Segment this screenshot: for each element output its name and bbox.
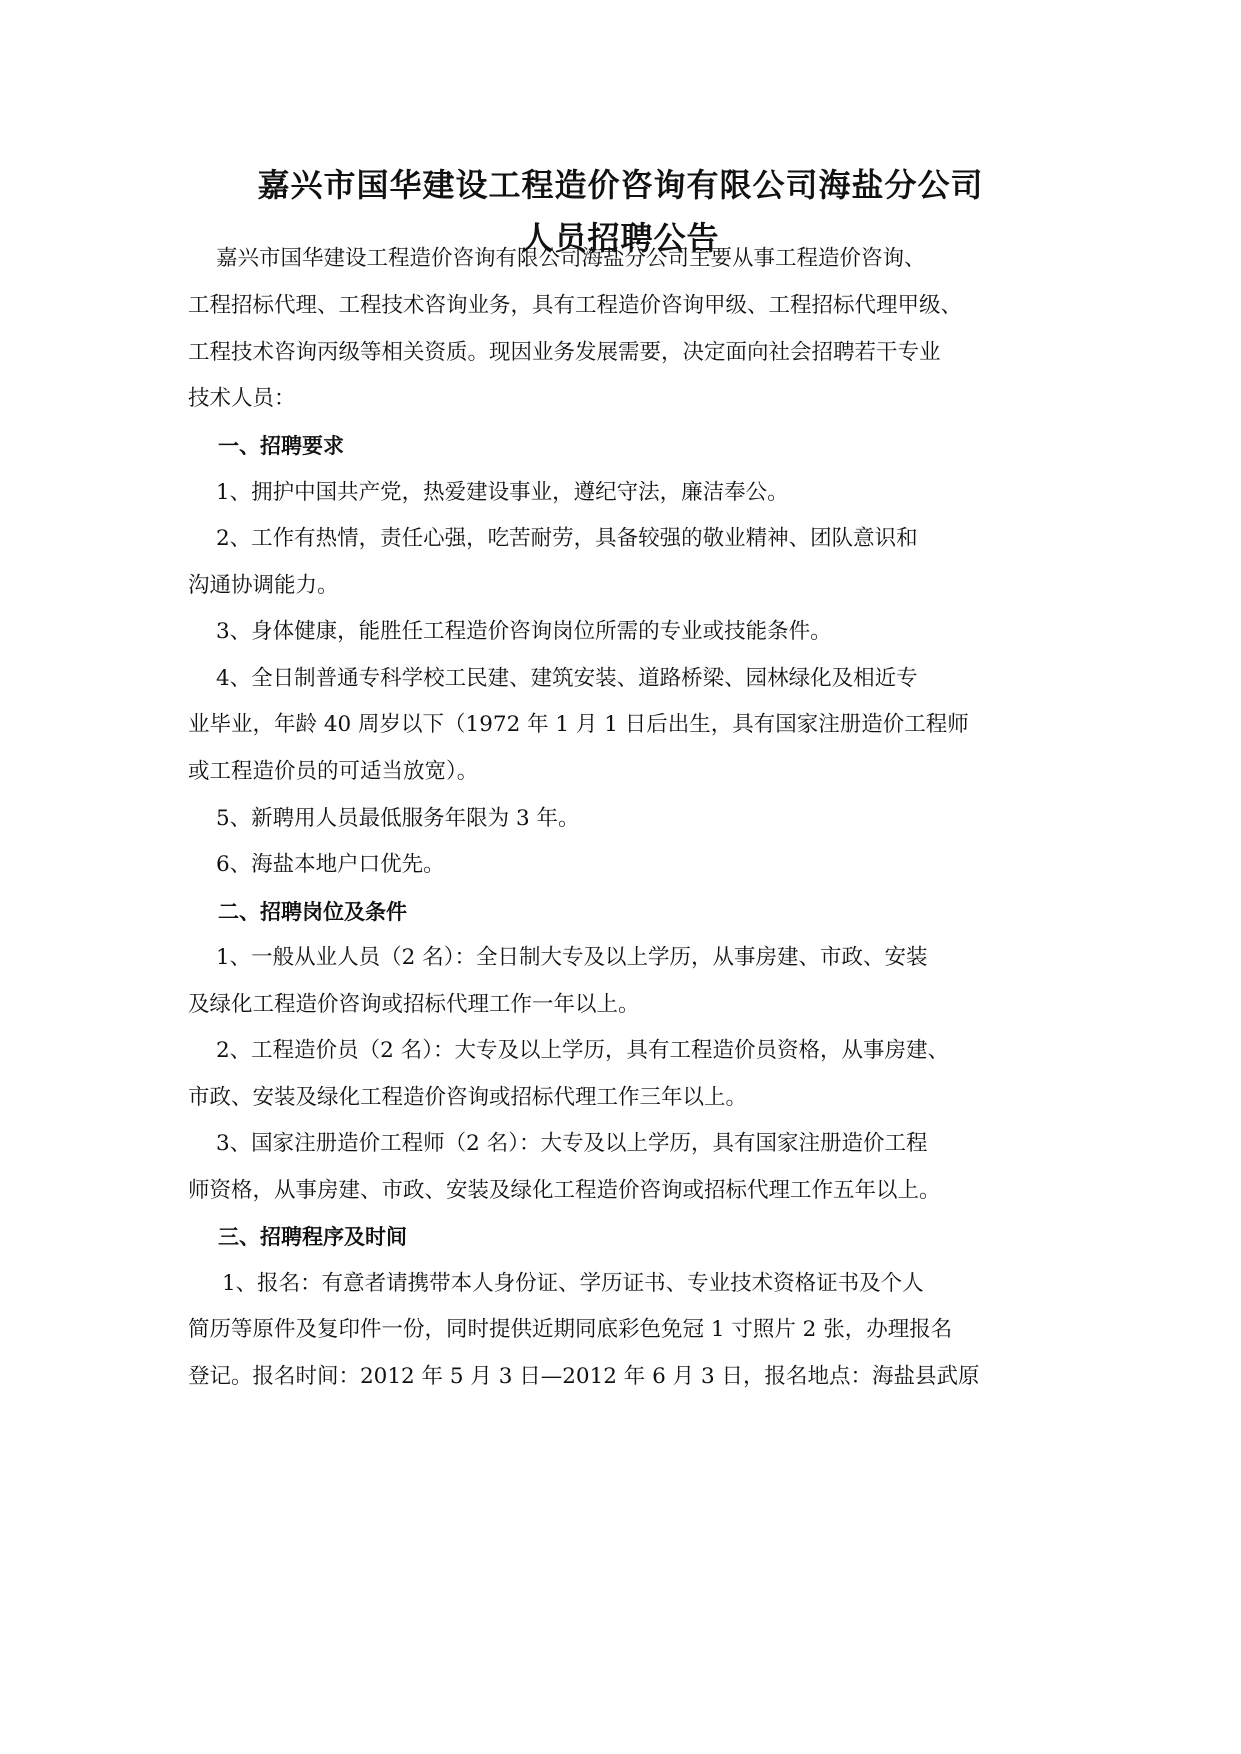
requirement-line-3: 沟通协调能力。 xyxy=(188,573,339,598)
requirement-line-8: 5、新聘用人员最低服务年限为 3 年。 xyxy=(216,806,580,831)
procedure-line-1: 1、报名：有意者请携带本人身份证、学历证书、专业技术资格证书及个人 xyxy=(222,1271,924,1296)
position-line-6: 师资格，从事房建、市政、安装及绿化工程造价咨询或招标代理工作五年以上。 xyxy=(188,1178,941,1203)
intro-line-4: 技术人员： xyxy=(188,386,296,411)
intro-line-2: 工程招标代理、工程技术咨询业务，具有工程造价咨询甲级、工程招标代理甲级、 xyxy=(188,293,963,318)
position-line-5: 3、国家注册造价工程师（2 名）：大专及以上学历，具有国家注册造价工程 xyxy=(216,1131,928,1156)
position-line-1: 1、一般从业人员（2 名）：全日制大专及以上学历，从事房建、市政、安装 xyxy=(216,945,928,970)
section-heading-procedure: 三、招聘程序及时间 xyxy=(218,1225,407,1249)
position-line-3: 2、工程造价员（2 名）：大专及以上学历，具有工程造价员资格，从事房建、 xyxy=(216,1038,949,1063)
requirement-line-9: 6、海盐本地户口优先。 xyxy=(216,852,445,877)
document-title-line-2: 人员招聘公告 xyxy=(521,219,720,257)
requirement-line-4: 3、身体健康，能胜任工程造价咨询岗位所需的专业或技能条件。 xyxy=(216,619,832,644)
requirement-line-1: 1、拥护中国共产党，热爱建设事业，遵纪守法，廉洁奉公。 xyxy=(216,480,789,505)
requirement-line-5: 4、全日制普通专科学校工民建、建筑安装、道路桥梁、园林绿化及相近专 xyxy=(216,666,918,691)
procedure-line-3: 登记。报名时间：2012 年 5 月 3 日—2012 年 6 月 3 日，报名地点：海盐县武原 xyxy=(188,1364,980,1389)
procedure-line-2: 简历等原件及复印件一份，同时提供近期同底彩色免冠 1 寸照片 2 张，办理报名 xyxy=(188,1317,953,1342)
intro-line-1: 嘉兴市国华建设工程造价咨询有限公司海盐分公司主要从事工程造价咨询、 xyxy=(216,246,926,271)
requirement-line-7: 或工程造价员的可适当放宽）。 xyxy=(188,759,479,784)
position-line-4: 市政、安装及绿化工程造价咨询或招标代理工作三年以上。 xyxy=(188,1085,748,1110)
requirement-line-6: 业毕业，年龄 40 周岁以下（1972 年 1 月 1 日后出生，具有国家注册造价工程师 xyxy=(188,712,969,737)
position-line-2: 及绿化工程造价咨询或招标代理工作一年以上。 xyxy=(188,992,640,1017)
intro-line-3: 工程技术咨询丙级等相关资质。现因业务发展需要，决定面向社会招聘若干专业 xyxy=(188,340,941,365)
section-heading-positions: 二、招聘岗位及条件 xyxy=(218,900,407,924)
requirement-line-2: 2、工作有热情，责任心强，吃苦耐劳，具备较强的敬业精神、团队意识和 xyxy=(216,526,918,551)
section-heading-requirements: 一、招聘要求 xyxy=(218,434,344,458)
document-title-line-1: 嘉兴市国华建设工程造价咨询有限公司海盐分公司 xyxy=(257,166,984,204)
